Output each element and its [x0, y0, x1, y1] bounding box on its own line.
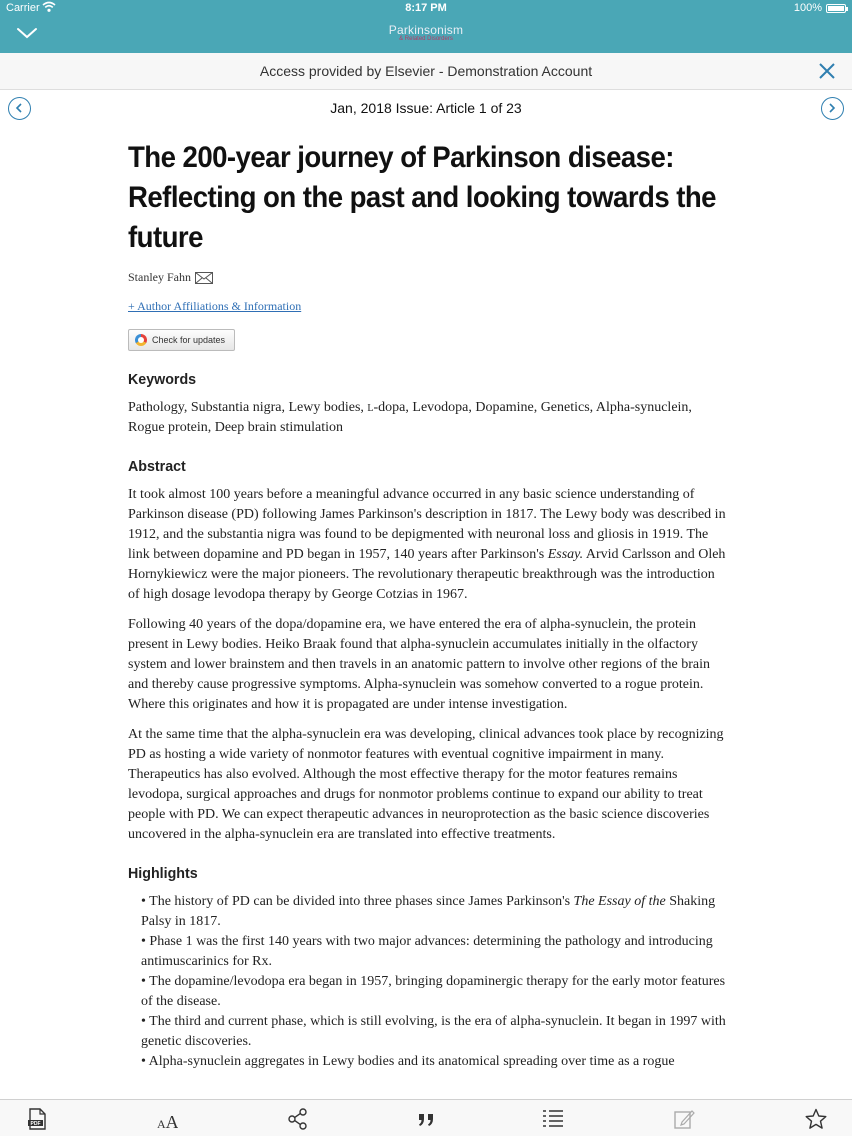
- issue-label: Jan, 2018 Issue: Article 1 of 23: [330, 100, 522, 116]
- list-item: • The history of PD can be divided into three phases since James Parkinson's The Essay of the Shaking Palsy in 1817.: [141, 892, 728, 932]
- cite-icon: [415, 1108, 437, 1130]
- journal-subtitle: & Related Disorders: [399, 36, 453, 42]
- article-title: The 200-year journey of Parkinson disease: Reflecting on the past and looking towards the future: [128, 141, 716, 254]
- bottom-toolbar: [0, 1099, 852, 1136]
- author-affiliations-link[interactable]: + Author Affiliations & Information: [128, 299, 302, 313]
- highlights-heading: Highlights: [128, 865, 198, 882]
- journal-logo: [0, 24, 852, 43]
- crossmark-icon: [135, 334, 147, 346]
- check-for-updates-button[interactable]: [128, 329, 235, 351]
- note-icon: [673, 1108, 695, 1130]
- abstract-paragraph: Following 40 years of the dopa/dopamine era, we have entered the era of alpha-synuclein, the protein present in Lewy bodies. Heiko Braak found that alpha-synuclein accumulates initially in the olfactory system and lower brainstem and then travels in an anatomic pattern to involve other regions of the brain and thereby cause progressive symptoms. Alpha-synuclein was somehow converted to a rogue protein. Where this originates and how it is propagated are under intense investigation.: [128, 617, 710, 712]
- keywords-heading: Keywords: [128, 371, 197, 388]
- svg-text:AA: AA: [157, 1112, 178, 1130]
- list-item: • Alpha-synuclein aggregates in Lewy bodies and its anatomical spreading over time as a rogue: [141, 1052, 728, 1072]
- pdf-button[interactable]: [26, 1108, 48, 1130]
- star-icon: [805, 1108, 827, 1130]
- list-item: • The dopamine/levodopa era began in 1957, bringing dopaminergic therapy for the early motor features of the disease.: [141, 972, 728, 1012]
- battery-percent: 100%: [793, 2, 822, 14]
- share-icon: [287, 1108, 309, 1130]
- check-for-updates-label: Check for updates: [152, 335, 226, 345]
- outline-button[interactable]: [542, 1108, 564, 1130]
- favorite-button[interactable]: [805, 1108, 827, 1130]
- pdf-icon: [26, 1108, 48, 1130]
- cite-button[interactable]: [415, 1108, 437, 1130]
- mail-icon[interactable]: [195, 272, 213, 284]
- issue-navigator: [0, 91, 852, 126]
- journal-name: Parkinsonism: [388, 23, 464, 37]
- outline-icon: [542, 1108, 564, 1130]
- author-line: [128, 270, 728, 285]
- clock: 8:17 PM: [405, 2, 447, 14]
- abstract-paragraph: At the same time that the alpha-synuclein era was developing, clinical advances took place by recognizing PD as hosting a wide variety of nonmotor features with eventual cognitive impairment in many. Therapeutics has also evolved. Although the most effective therapy for the motor features remains levodopa, surgical approaches and drugs for nonmotor problems continue to expand our ability to treat people with PD. We can expect therapeutic advances in neuroprotection as the basic science discoveries uncovered in the alpha-synuclein era are translated into effective treatments.: [128, 727, 724, 842]
- note-button[interactable]: [673, 1108, 695, 1130]
- author-name[interactable]: Stanley Fahn: [128, 270, 191, 284]
- svg-text:PDF: PDF: [30, 1120, 41, 1127]
- text-size-button[interactable]: [156, 1108, 178, 1130]
- abstract-heading: Abstract: [128, 458, 186, 475]
- battery-icon: [826, 4, 846, 13]
- share-button[interactable]: [287, 1108, 309, 1130]
- status-bar: [0, 0, 852, 18]
- abstract-paragraph: It took almost 100 years before a meaningful advance occurred in any basic science understanding of Parkinson disease (PD) following James Parkinson's description in 1817. The Lewy body was described in 1912, and the substantia nigra was found to be depigmented with neuronal loss and gliosis in 1919. The link between dopamine and PD began in 1957, 140 years after Parkinson's Essay. Arvid Carlsson and Oleh Hornykiewicz were the major pioneers. The revolutionary therapeutic breakthrough was the introduction of high dosage levodopa therapy by George Cotzias in 1967.: [128, 487, 726, 602]
- access-banner: [0, 53, 852, 90]
- list-item: • Phase 1 was the first 140 years with two major advances: determining the pathology and introducing antimuscarinics for Rx.: [141, 932, 728, 972]
- keywords-text: Pathology, Substantia nigra, Lewy bodies, l-dopa, Levodopa, Dopamine, Genetics, Alpha-synuclein, Rogue protein, Deep brain stimulation: [128, 400, 692, 435]
- chevron-right-icon: [827, 103, 837, 113]
- access-text: Access provided by Elsevier - Demonstration Account: [259, 63, 593, 79]
- carrier-label: Carrier: [6, 2, 40, 14]
- list-item: • The third and current phase, which is still evolving, is the era of alpha-synuclein. It began in 1997 with genetic discoveries.: [141, 1012, 728, 1052]
- next-article-button[interactable]: [821, 97, 844, 120]
- text-size-icon: [156, 1108, 178, 1130]
- article-content: [128, 138, 728, 1072]
- nav-bar: [0, 0, 852, 53]
- highlights-list: [141, 892, 728, 1072]
- close-icon[interactable]: [818, 62, 836, 80]
